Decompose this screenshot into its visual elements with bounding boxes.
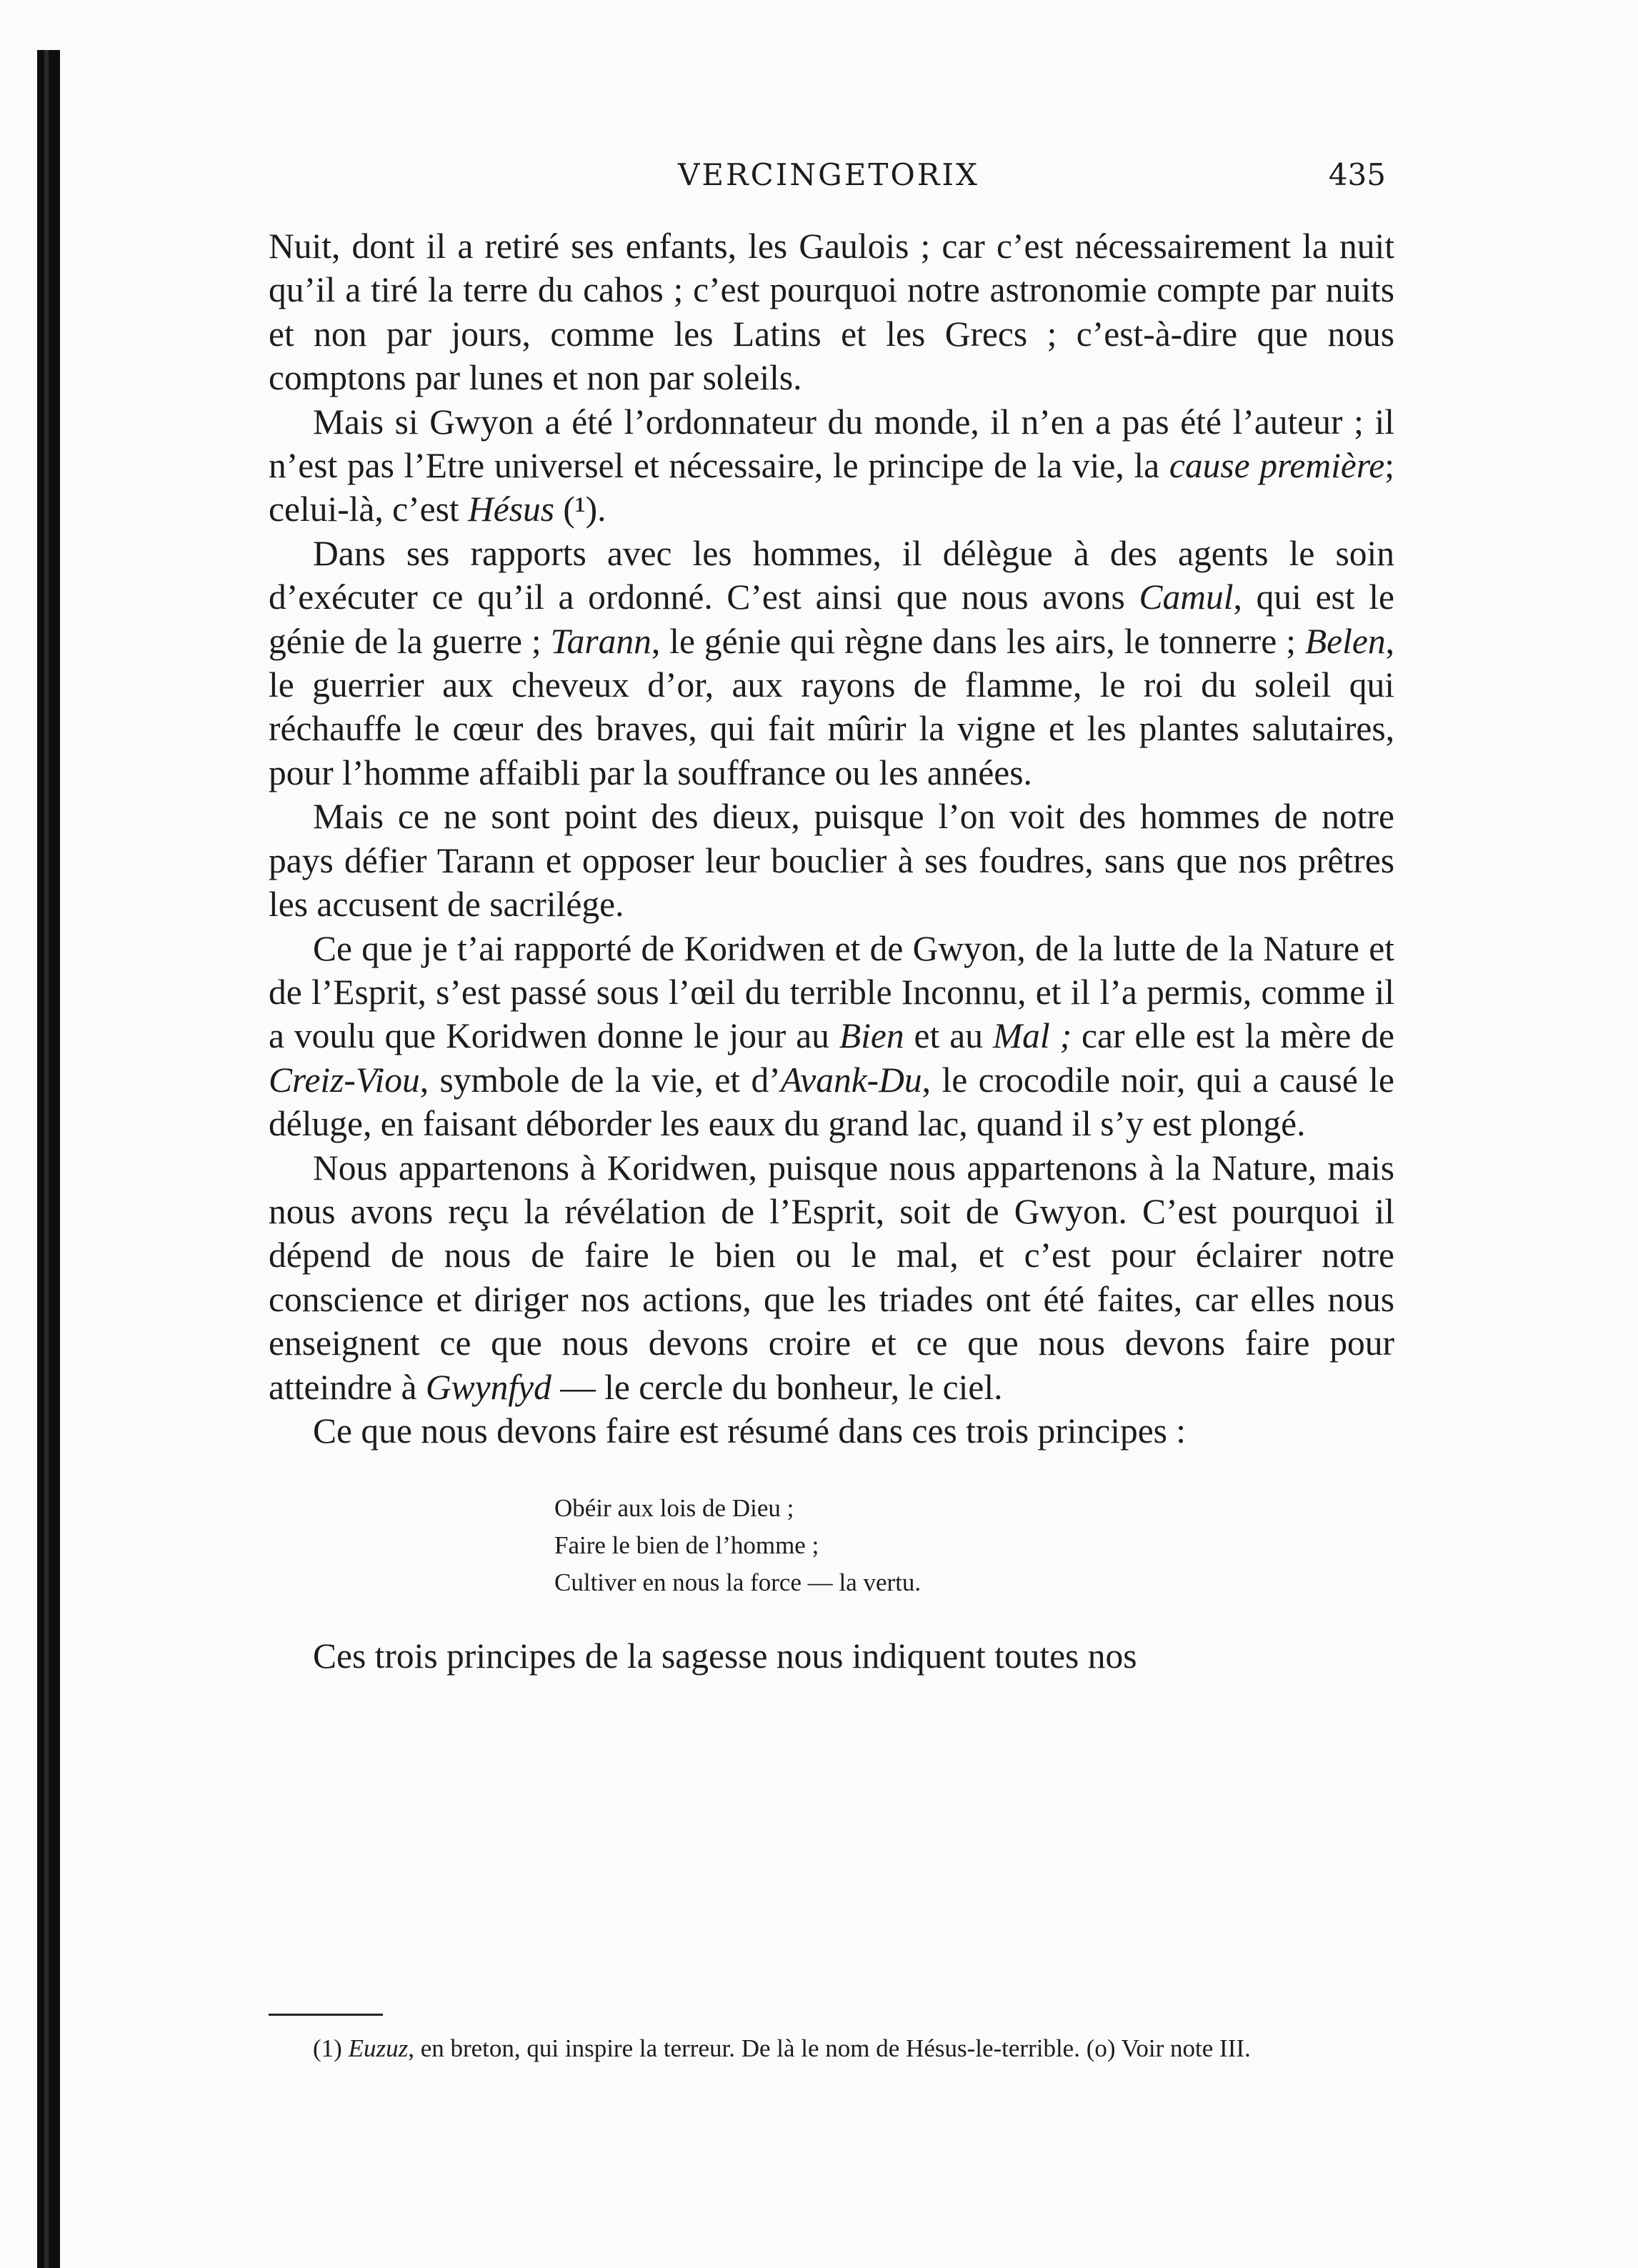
body-text: [269, 224, 1394, 1678]
text-run: et au: [904, 1016, 993, 1056]
verse-line: Cultiver en nous la force — la vertu.: [554, 1568, 922, 1597]
verse-block: [554, 1490, 1394, 1601]
running-header: [271, 157, 1386, 207]
paragraph: [269, 224, 1394, 400]
text-run: (1): [313, 2034, 349, 2062]
page-number: 435: [1328, 157, 1386, 192]
paragraph: [269, 1409, 1394, 1453]
paragraph: [269, 532, 1394, 795]
text-run: — le cercle du bonheur, le ciel.: [551, 1367, 1003, 1407]
text-run: Mais ce ne sont point des dieux, puisque l’on voit des hommes de notre pays défier Tarann et opposer leur bouclier à ses foudres, sans que nos prêtres les accusent de sacrilége.: [269, 797, 1394, 925]
italic-term: Tarann: [550, 621, 651, 661]
italic-term: Creiz-Viou: [269, 1060, 420, 1100]
italic-term: cause première: [1169, 446, 1385, 486]
italic-term: Gwynfyd: [425, 1367, 551, 1407]
italic-term: Bien: [839, 1016, 904, 1056]
italic-term: Euzuz: [348, 2034, 409, 2062]
text-run: , en breton, qui inspire la terreur. De là le nom de Hésus-le-terrible. (o) Voir note III.: [408, 2034, 1251, 2062]
text-run: car elle est la mère de: [1072, 1016, 1394, 1056]
italic-term: Avank-Du: [780, 1060, 922, 1100]
text-run: , le génie qui règne dans les airs, le tonnerre ;: [651, 621, 1305, 661]
verse-line: Faire le bien de l’homme ;: [554, 1531, 819, 1560]
paragraph: [269, 927, 1394, 1146]
paragraph: Ces trois principes de la sagesse nous indiquent toutes nos: [313, 1636, 1137, 1676]
text-run: Ce que nous devons faire est résumé dans ces trois principes :: [313, 1411, 1187, 1451]
running-title: VERCINGETORIX: [678, 157, 979, 192]
text-run: Dans ses rapports avec les hommes, il délègue à des agents le soin d’exécuter ce qu’il a ordonné. C’est ainsi que nous avons: [269, 533, 1394, 617]
page-binding-edge: [37, 50, 60, 2268]
footnote: [269, 2031, 1394, 2066]
footnotes: [269, 2031, 1394, 2066]
paragraph: [269, 795, 1394, 926]
text-run: , le crocodile noir, qui a causé le déluge, en faisant déborder les eaux du grand lac, quand il s’y est plongé.: [269, 1060, 1394, 1144]
paragraph: [269, 400, 1394, 532]
italic-term: Belen: [1304, 621, 1386, 661]
text-run: (¹).: [554, 489, 606, 529]
text-run: Nuit, dont il a retiré ses enfants, les Gaulois ; car c’est nécessairement la nuit qu’il a tiré la terre du cahos ; c’est pourquoi notre astronomie compte par nuits et non par jours, comme les Latins et les Grecs ; c’est-à-dire que nous comptons par lunes et non par soleils.: [269, 227, 1394, 398]
text-run: Nous appartenons à Koridwen, puisque nous appartenons à la Nature, mais nous avons reçu la révélation de l’Esprit, soit de Gwyon. C’est pourquoi il dépend de nous de faire le bien ou le mal, et c’est pour éclairer notre conscience et diriger nos actions, que les triades ont été faites, car elles nous enseignent ce que nous devons croire et ce que nous devons faire pour atteindre à: [269, 1148, 1394, 1407]
italic-term: Camul: [1139, 577, 1234, 617]
text-run: , symbole de la vie, et d’: [419, 1060, 781, 1100]
footnote-rule: [269, 2014, 383, 2016]
text-run: , le guerrier aux cheveux d’or, aux rayons de flamme, le roi du soleil qui réchauffe le cœur des braves, qui fait mûrir la vigne et les plantes salutaires, pour l’homme affaibli par la souffrance ou les années.: [269, 621, 1394, 792]
italic-term: Hésus: [467, 489, 554, 529]
paragraph: [269, 1146, 1394, 1409]
text-run: ; celui-là, c’est: [269, 446, 1395, 529]
text-run: Ce que je t’ai rapporté de Koridwen et de Gwyon, de la lutte de la Nature et de l’Esprit, s’est passé sous l’œil du terrible Inconnu, et il l’a permis, comme il a voulu que Koridwen donne le jour au: [269, 928, 1394, 1056]
verse-line: Obéir aux lois de Dieu ;: [554, 1494, 794, 1523]
paragraphs: [269, 224, 1394, 1453]
text-run: , qui est le génie de la guerre ;: [269, 577, 1394, 661]
italic-term: Mal ;: [992, 1016, 1072, 1056]
text-run: Mais si Gwyon a été l’ordonnateur du monde, il n’en a pas été l’auteur ; il n’est pas l’Etre universel et nécessaire, le principe de la vie, la: [269, 402, 1394, 486]
